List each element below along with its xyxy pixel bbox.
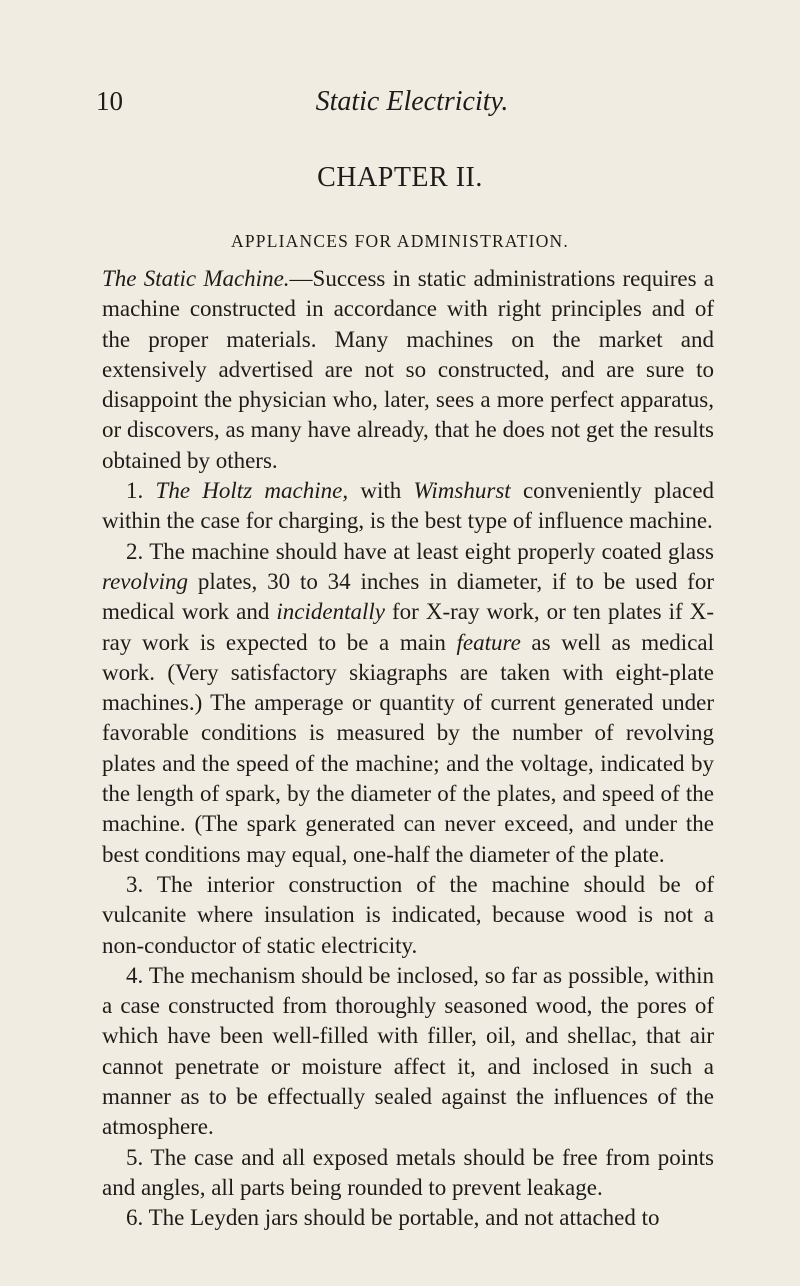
paragraph-2 (102, 537, 714, 870)
body-text (102, 264, 714, 1234)
paragraph-text: for X-ray work, or ten plates if X-ray work is expected to be a main (102, 599, 715, 655)
chapter-title: CHAPTER II. (317, 162, 483, 193)
paragraph-5: 5. The case and all exposed metals should be free from points and angles, all parts being rounded to prevent leakage. (102, 1144, 714, 1200)
emphasis: Wimshurst (413, 478, 511, 504)
paragraph-text: as well as medical work. (Very satisfactory skiagraphs are taken with eight-plate machines.) The amperage or quantity of current generated under favorable conditions is measured by the number of revolving plates and the speed of the machine; and the voltage, indicated by the length of spark, by the diameter of the plates, and speed of the machine. (The spark generated can never exceed, and under the best conditions may equal, one-half the diameter of the plate. (102, 629, 715, 867)
paragraph-text: with (348, 478, 414, 504)
emphasis: feature (456, 629, 521, 655)
page-number: 10 (96, 86, 123, 116)
paragraph-4: 4. The mechanism should be inclosed, so far as possible, within a case constructed from thoroughly seasoned wood, the pores of which have been well-filled with filler, oil, and shellac, that air cannot penetrate or moisture affect it, and inclosed in such a manner as to be effectually sealed against the influences of the atmosphere. (102, 962, 714, 1140)
running-title: Static Electricity. (315, 86, 509, 117)
emphasis: incidentally (276, 599, 385, 625)
paragraph-3: 3. The interior construction of the machine should be of vulcanite where insulation is indicated, because wood is not a non-conductor of static electricity. (102, 871, 714, 958)
paragraph-1 (102, 476, 714, 537)
paragraph-text: —Success in static administrations requires a machine constructed in accordance with right principles and of the proper materials. Many machines on the market and extensively advertised are not so constructed, and are sure to disappoint the physician who, later, sees a more perfect apparatus, or discovers, as many have already, that he does not get the results obtained by others. (102, 266, 714, 473)
paragraph-6: 6. The Leyden jars should be portable, and not attached to (126, 1205, 660, 1231)
item-number: 2. (126, 538, 144, 564)
item-number: 1. (126, 478, 144, 504)
paragraph-text: The machine should have at least eight properly coated glass (143, 538, 714, 564)
paragraph-text: conveniently placed within the case for charging, is the best type of influence machine. (102, 478, 715, 534)
page-header (96, 86, 708, 126)
paragraph-text: plates, 30 to 34 inches in diameter, if to be used for medical work and (102, 568, 714, 625)
emphasis: revolving (102, 568, 189, 594)
paragraph-static-machine (102, 264, 714, 476)
lead-heading: The Static Machine. (102, 266, 290, 291)
section-title: APPLIANCES FOR ADMINISTRATION. (231, 231, 569, 251)
emphasis: The Holtz machine, (155, 478, 349, 504)
